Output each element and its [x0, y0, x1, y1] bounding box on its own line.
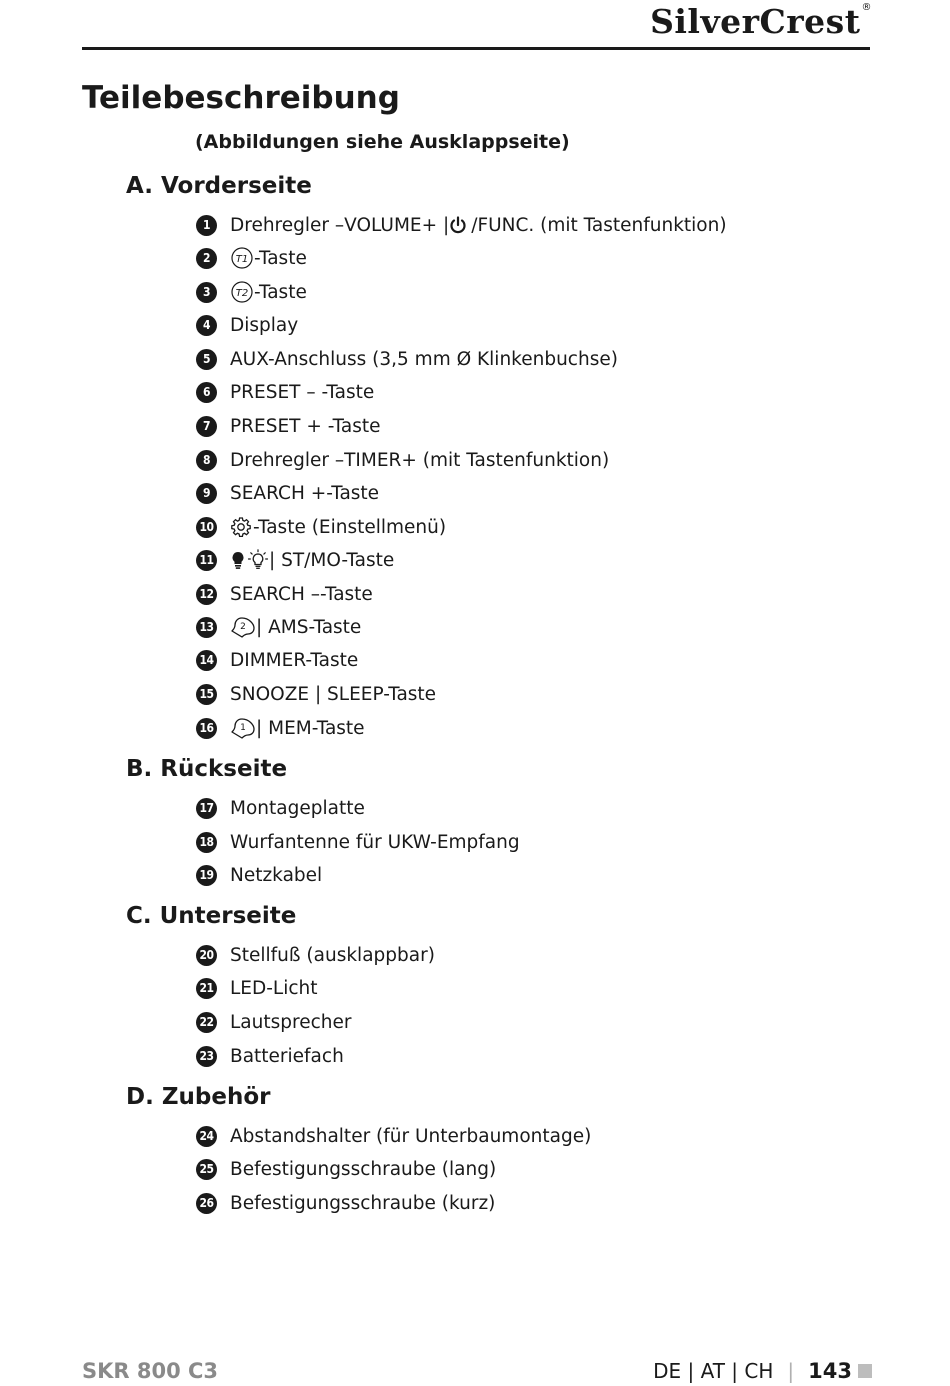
- alarm-2-icon: [230, 615, 256, 639]
- item-number: 7: [196, 416, 217, 437]
- svg-text:T2: T2: [235, 288, 249, 299]
- brand-logo: SilverCrest®: [650, 2, 872, 41]
- item-number: 13: [196, 617, 217, 638]
- section-heading-a: A. Vorderseite: [126, 173, 312, 199]
- page-number: 143: [808, 1359, 852, 1383]
- item-text: -Taste (Einstellmenü): [253, 516, 447, 538]
- item-text: | AMS-Taste: [256, 616, 362, 638]
- list-item: [196, 1188, 495, 1218]
- item-number: 16: [196, 718, 217, 739]
- list-item: [196, 679, 436, 709]
- footer-right: [653, 1359, 872, 1383]
- t1-button-icon: [230, 247, 254, 269]
- item-number: 21: [196, 978, 217, 999]
- item-number: 26: [196, 1193, 217, 1214]
- item-number: 18: [196, 832, 217, 853]
- item-text: Befestigungsschraube (kurz): [230, 1192, 496, 1214]
- list-item: [196, 827, 520, 857]
- item-number: 17: [196, 798, 217, 819]
- section-heading-c: C. Unterseite: [126, 903, 297, 929]
- item-number: 15: [196, 684, 217, 705]
- item-number: 24: [196, 1126, 217, 1147]
- power-icon: [449, 216, 467, 234]
- list-item: [196, 478, 379, 508]
- item-text: Montageplatte: [230, 797, 365, 819]
- item-number: 22: [196, 1012, 217, 1033]
- list-item: [196, 1154, 496, 1184]
- list-item: [196, 377, 374, 407]
- item-text: PRESET + -Taste: [230, 415, 381, 437]
- item-text: Batteriefach: [230, 1045, 344, 1067]
- item-number: 1: [196, 215, 217, 236]
- item-text: SEARCH +-Taste: [230, 482, 380, 504]
- item-text: LED-Licht: [230, 977, 318, 999]
- list-item: [196, 512, 446, 542]
- section-heading-b: B. Rückseite: [126, 756, 288, 782]
- item-text: | MEM-Taste: [256, 717, 365, 739]
- item-text: -Taste: [254, 247, 307, 269]
- t2-button-icon: [230, 281, 254, 303]
- item-text: SNOOZE | SLEEP-Taste: [230, 683, 437, 705]
- item-number: 19: [196, 865, 217, 886]
- bulb-off-icon: [247, 549, 269, 571]
- item-number: 25: [196, 1159, 217, 1180]
- item-text: Stellfuß (ausklappbar): [230, 944, 435, 966]
- footer-separator: |: [787, 1359, 795, 1383]
- item-text: Drehregler –TIMER+ (mit Tastenfunktion): [230, 449, 610, 471]
- gear-icon: [230, 516, 252, 538]
- item-text: PRESET – -Taste: [230, 381, 375, 403]
- list-item: [196, 940, 435, 970]
- list-item: [196, 973, 318, 1003]
- item-number: 10: [196, 517, 217, 538]
- item-text-suffix: /FUNC. (mit Tastenfunktion): [471, 214, 727, 236]
- item-number: 11: [196, 550, 217, 571]
- header-rule: [82, 47, 870, 50]
- item-number: 2: [196, 248, 217, 269]
- item-text: Drehregler –VOLUME+ |: [230, 214, 450, 236]
- item-text: Abstandshalter (für Unterbaumontage): [230, 1125, 592, 1147]
- list-item: [196, 310, 298, 340]
- item-number: 9: [196, 483, 217, 504]
- list-item: [196, 210, 727, 240]
- svg-text:T1: T1: [235, 254, 249, 265]
- list-item: [196, 612, 361, 642]
- list-item: [196, 243, 307, 273]
- item-number: 12: [196, 584, 217, 605]
- item-text: DIMMER-Taste: [230, 649, 359, 671]
- list-item: [196, 1007, 351, 1037]
- list-item: [196, 645, 358, 675]
- list-item: [196, 545, 394, 575]
- list-item: [196, 1041, 344, 1071]
- list-item: [196, 1121, 591, 1151]
- item-number: 6: [196, 382, 217, 403]
- item-number: 14: [196, 650, 217, 671]
- item-number: 5: [196, 349, 217, 370]
- footer-model: SKR 800 C3: [82, 1359, 219, 1383]
- page-title: Teilebeschreibung: [82, 80, 400, 116]
- item-text: Befestigungsschraube (lang): [230, 1158, 497, 1180]
- list-item: [196, 411, 381, 441]
- svg-text:2: 2: [240, 622, 246, 632]
- item-text: | ST/MO-Taste: [269, 549, 395, 571]
- page-marker-square: [858, 1364, 872, 1378]
- list-item: [196, 344, 618, 374]
- list-item: [196, 860, 322, 890]
- item-text: SEARCH –-Taste: [230, 583, 373, 605]
- alarm-1-icon: [230, 716, 256, 740]
- item-number: 8: [196, 450, 217, 471]
- item-number: 4: [196, 315, 217, 336]
- item-number: 23: [196, 1046, 217, 1067]
- list-item: [196, 445, 609, 475]
- bulb-on-icon: [230, 549, 246, 571]
- item-text: Display: [230, 314, 299, 336]
- svg-text:1: 1: [240, 723, 246, 733]
- list-item: [196, 713, 365, 743]
- section-heading-d: D. Zubehör: [126, 1084, 271, 1110]
- item-text: AUX-Anschluss (3,5 mm Ø Klinkenbuchse): [230, 348, 618, 370]
- list-item: [196, 793, 365, 823]
- footer-languages: DE | AT | CH: [653, 1359, 774, 1383]
- list-item: [196, 579, 373, 609]
- item-text: Lautsprecher: [230, 1011, 352, 1033]
- item-text: Wurfantenne für UKW-Empfang: [230, 831, 520, 853]
- item-text: -Taste: [254, 281, 307, 303]
- list-item: [196, 277, 307, 307]
- page-subtitle: (Abbildungen siehe Ausklappseite): [195, 131, 570, 153]
- item-text: Netzkabel: [230, 864, 323, 886]
- item-number: 3: [196, 282, 217, 303]
- item-number: 20: [196, 945, 217, 966]
